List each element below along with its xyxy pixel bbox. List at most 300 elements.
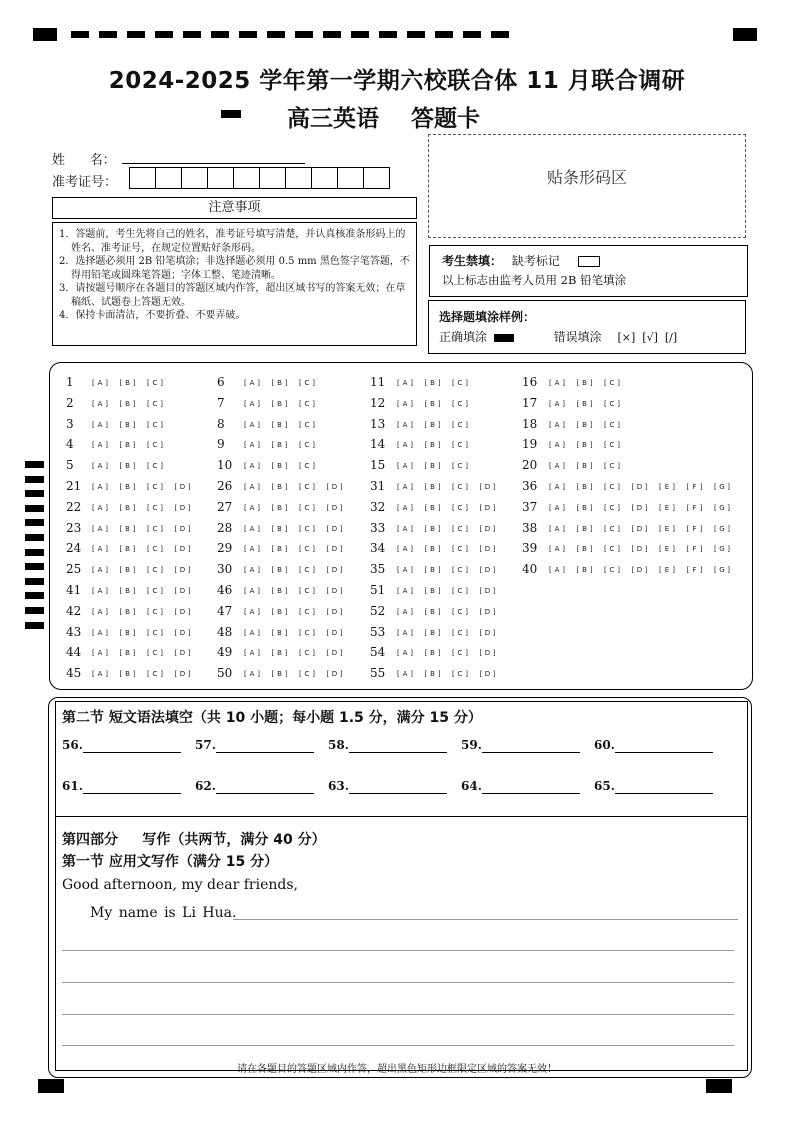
answer-bubble-d[interactable]: [ D ] (481, 586, 495, 596)
question-number: 31 (370, 479, 386, 493)
answer-bubble-d[interactable]: [ D ] (633, 544, 647, 554)
answer-bubble-a[interactable]: [ A ] (398, 628, 412, 638)
answer-bubble-a[interactable]: [ A ] (550, 524, 564, 534)
question-number: 45 (66, 666, 82, 681)
answer-bubble-c[interactable]: [ C ] (605, 544, 619, 554)
answer-bubble-a[interactable]: [ A ] (93, 440, 107, 450)
answer-bubble-b[interactable]: [ B ] (426, 399, 440, 409)
answer-bubble-d[interactable]: [ D ] (481, 628, 495, 638)
answer-bubble-b[interactable]: [ B ] (426, 565, 440, 575)
barcode-area[interactable]: 贴条形码区 (428, 134, 746, 238)
answer-bubble-d[interactable]: [ D ] (176, 503, 190, 513)
answer-bubble-d[interactable]: [ D ] (328, 565, 342, 575)
answer-bubble-b[interactable]: [ B ] (121, 586, 135, 596)
answer-bubble-a[interactable]: [ A ] (93, 586, 107, 596)
answer-bubble-b[interactable]: [ B ] (426, 524, 440, 534)
answer-bubble-c[interactable]: [ C ] (300, 482, 314, 492)
answer-bubble-c[interactable]: [ C ] (453, 565, 467, 575)
answer-bubble-b[interactable]: [ B ] (578, 420, 592, 430)
answer-bubble-b[interactable]: [ B ] (273, 482, 287, 492)
answer-bubble-b[interactable]: [ B ] (273, 524, 287, 534)
corner-mark-bottom-left (38, 1079, 64, 1093)
answer-bubble-b[interactable]: [ B ] (273, 440, 287, 450)
blank-answer-line[interactable] (482, 793, 580, 794)
answer-bubble-a[interactable]: [ A ] (93, 628, 107, 638)
answer-bubble-a[interactable]: [ A ] (245, 607, 259, 617)
answer-bubble-a[interactable]: [ A ] (93, 399, 107, 409)
blank-number: 62. (195, 779, 216, 793)
name-input-line[interactable] (122, 163, 305, 164)
answer-bubble-f[interactable]: [ F ] (688, 524, 702, 534)
answer-bubble-a[interactable]: [ A ] (245, 503, 259, 513)
answer-bubble-b[interactable]: [ B ] (578, 503, 592, 513)
timing-mark (25, 549, 44, 556)
writing-line[interactable] (62, 982, 734, 983)
question-number: 23 (66, 520, 82, 535)
answer-bubble-a[interactable]: [ A ] (245, 440, 259, 450)
timing-mark (25, 607, 44, 614)
answer-bubble-a[interactable]: [ A ] (398, 503, 412, 513)
answer-bubble-a[interactable]: [ A ] (398, 482, 412, 492)
timing-mark (407, 31, 425, 38)
answer-bubble-a[interactable]: [ A ] (93, 524, 107, 534)
answer-bubble-c[interactable]: [ C ] (148, 461, 162, 471)
answer-bubble-d[interactable]: [ D ] (481, 669, 495, 679)
answer-bubble-c[interactable]: [ C ] (605, 440, 619, 450)
answer-bubble-b[interactable]: [ B ] (426, 628, 440, 638)
answer-bubble-e[interactable]: [ E ] (660, 482, 674, 492)
question-number: 38 (522, 520, 538, 535)
question-number: 44 (66, 645, 82, 660)
answer-bubble-c[interactable]: [ C ] (453, 482, 467, 492)
answer-bubble-a[interactable]: [ A ] (398, 607, 412, 617)
absent-note: 以上标志由监考人员用 2B 铅笔填涂 (442, 273, 627, 287)
answer-bubble-c[interactable]: [ C ] (453, 399, 467, 409)
answer-bubble-g[interactable]: [ G ] (715, 524, 729, 534)
blank-number: 58. (328, 738, 349, 752)
question-number: 17 (522, 395, 538, 410)
answer-bubble-d[interactable]: [ D ] (176, 669, 190, 679)
title-mark (221, 110, 241, 118)
answer-bubble-e[interactable]: [ E ] (660, 565, 674, 575)
answer-bubble-c[interactable]: [ C ] (148, 503, 162, 513)
answer-bubble-c[interactable]: [ C ] (453, 378, 467, 388)
writing-line[interactable] (233, 919, 738, 920)
question-number: 3 (66, 416, 74, 431)
blank-number: 64. (461, 779, 482, 793)
answer-bubble-c[interactable]: [ C ] (453, 586, 467, 596)
answer-bubble-a[interactable]: [ A ] (398, 399, 412, 409)
question-number: 7 (217, 395, 225, 410)
answer-bubble-g[interactable]: [ G ] (715, 482, 729, 492)
answer-bubble-a[interactable]: [ A ] (550, 482, 564, 492)
answer-bubble-a[interactable]: [ A ] (398, 524, 412, 534)
answer-bubble-d[interactable]: [ D ] (328, 503, 342, 513)
answer-bubble-d[interactable]: [ D ] (633, 503, 647, 513)
answer-bubble-b[interactable]: [ B ] (121, 628, 135, 638)
blank-answer-line[interactable] (349, 793, 447, 794)
answer-bubble-a[interactable]: [ A ] (245, 399, 259, 409)
answer-bubble-c[interactable]: [ C ] (148, 524, 162, 534)
answer-bubble-c[interactable]: [ C ] (148, 378, 162, 388)
blank-answer-line[interactable] (615, 752, 713, 753)
answer-bubble-d[interactable]: [ D ] (328, 544, 342, 554)
answer-bubble-b[interactable]: [ B ] (273, 586, 287, 596)
answer-bubble-b[interactable]: [ B ] (121, 482, 135, 492)
answer-bubble-d[interactable]: [ D ] (176, 628, 190, 638)
question-number: 8 (217, 416, 225, 431)
answer-bubble-b[interactable]: [ B ] (578, 544, 592, 554)
answer-bubble-b[interactable]: [ B ] (426, 648, 440, 658)
letter-greeting: Good afternoon, my dear friends, (62, 877, 298, 893)
question-number: 30 (217, 562, 233, 577)
answer-bubble-a[interactable]: [ A ] (550, 378, 564, 388)
answer-bubble-a[interactable]: [ A ] (398, 461, 412, 471)
answer-bubble-c[interactable]: [ C ] (453, 524, 467, 534)
answer-bubble-b[interactable]: [ B ] (578, 378, 592, 388)
answer-bubble-a[interactable]: [ A ] (550, 399, 564, 409)
writing-line[interactable] (62, 950, 734, 951)
answer-bubble-c[interactable]: [ C ] (148, 565, 162, 575)
answer-bubble-c[interactable]: [ C ] (148, 607, 162, 617)
absent-mark-box[interactable] (578, 256, 600, 267)
timing-mark (99, 31, 117, 38)
answer-bubble-a[interactable]: [ A ] (93, 565, 107, 575)
answer-bubble-a[interactable]: [ A ] (245, 461, 259, 471)
answer-bubble-c[interactable]: [ C ] (453, 648, 467, 658)
answer-bubble-a[interactable]: [ A ] (550, 420, 564, 430)
answer-bubble-b[interactable]: [ B ] (121, 607, 135, 617)
answer-bubble-c[interactable]: [ C ] (300, 544, 314, 554)
answer-bubble-d[interactable]: [ D ] (633, 524, 647, 534)
answer-bubble-d[interactable]: [ D ] (176, 524, 190, 534)
answer-bubble-d[interactable]: [ D ] (481, 482, 495, 492)
answer-bubble-c[interactable]: [ C ] (453, 544, 467, 554)
answer-bubble-d[interactable]: [ D ] (176, 648, 190, 658)
fill-sample-box (428, 300, 746, 354)
answer-bubble-d[interactable]: [ D ] (481, 648, 495, 658)
timing-mark (211, 31, 229, 38)
answer-bubble-d[interactable]: [ D ] (328, 648, 342, 658)
answer-bubble-a[interactable]: [ A ] (245, 420, 259, 430)
answer-bubble-b[interactable]: [ B ] (273, 503, 287, 513)
card-title: 高三英语 答题卡 (287, 106, 481, 132)
answer-bubble-a[interactable]: [ A ] (398, 440, 412, 450)
question-number: 6 (217, 375, 225, 389)
corner-mark-bottom-right (706, 1079, 732, 1093)
question-number: 53 (370, 624, 386, 639)
answer-bubble-c[interactable]: [ C ] (605, 399, 619, 409)
timing-mark (155, 31, 173, 38)
answer-bubble-c[interactable]: [ C ] (148, 648, 162, 658)
answer-bubble-a[interactable]: [ A ] (245, 669, 259, 679)
blank-number: 63. (328, 779, 349, 793)
answer-bubble-b[interactable]: [ B ] (578, 399, 592, 409)
answer-bubble-b[interactable]: [ B ] (426, 503, 440, 513)
answer-bubble-c[interactable]: [ C ] (300, 461, 314, 471)
answer-bubble-c[interactable]: [ C ] (605, 420, 619, 430)
answer-bubble-a[interactable]: [ A ] (93, 503, 107, 513)
question-number: 12 (370, 395, 386, 410)
answer-bubble-d[interactable]: [ D ] (633, 482, 647, 492)
answer-bubble-c[interactable]: [ C ] (453, 440, 467, 450)
answer-bubble-c[interactable]: [ C ] (300, 420, 314, 430)
answer-bubble-b[interactable]: [ B ] (426, 420, 440, 430)
answer-bubble-d[interactable]: [ D ] (176, 544, 190, 554)
writing-line[interactable] (62, 1014, 734, 1015)
answer-bubble-g[interactable]: [ G ] (715, 503, 729, 513)
question-number: 32 (370, 499, 386, 514)
answer-bubble-a[interactable]: [ A ] (245, 628, 259, 638)
answer-bubble-d[interactable]: [ D ] (633, 565, 647, 575)
answer-bubble-b[interactable]: [ B ] (121, 503, 135, 513)
answer-bubble-f[interactable]: [ F ] (688, 565, 702, 575)
question-number: 42 (66, 603, 82, 618)
question-number: 47 (217, 603, 233, 618)
answer-bubble-b[interactable]: [ B ] (426, 461, 440, 471)
answer-bubble-a[interactable]: [ A ] (93, 461, 107, 471)
section-divider (55, 816, 748, 817)
answer-bubble-b[interactable]: [ B ] (121, 399, 135, 409)
answer-bubble-b[interactable]: [ B ] (121, 565, 135, 575)
answer-bubble-a[interactable]: [ A ] (93, 482, 107, 492)
answer-bubble-c[interactable]: [ C ] (605, 565, 619, 575)
writing-line[interactable] (62, 1045, 734, 1046)
answer-bubble-c[interactable]: [ C ] (148, 420, 162, 430)
question-number: 40 (522, 562, 538, 577)
answer-bubble-b[interactable]: [ B ] (273, 420, 287, 430)
answer-bubble-b[interactable]: [ B ] (121, 440, 135, 450)
answer-bubble-a[interactable]: [ A ] (398, 669, 412, 679)
answer-bubble-b[interactable]: [ B ] (426, 440, 440, 450)
answer-bubble-g[interactable]: [ G ] (715, 544, 729, 554)
answer-bubble-g[interactable]: [ G ] (715, 565, 729, 575)
answer-bubble-c[interactable]: [ C ] (453, 628, 467, 638)
answer-bubble-c[interactable]: [ C ] (300, 378, 314, 388)
answer-bubble-a[interactable]: [ A ] (245, 586, 259, 596)
answer-bubble-b[interactable]: [ B ] (578, 565, 592, 575)
blank-answer-line[interactable] (83, 752, 181, 753)
timing-mark (491, 31, 509, 38)
timing-mark (25, 461, 44, 468)
blank-answer-line[interactable] (216, 793, 314, 794)
answer-bubble-b[interactable]: [ B ] (273, 461, 287, 471)
answer-bubble-c[interactable]: [ C ] (300, 586, 314, 596)
answer-bubble-b[interactable]: [ B ] (273, 378, 287, 388)
answer-bubble-c[interactable]: [ C ] (300, 524, 314, 534)
footer-note: 请在各题目的答题区域内作答，超出黑色矩形边框限定区域的答案无效！ (237, 1064, 557, 1075)
answer-bubble-d[interactable]: [ D ] (328, 524, 342, 534)
answer-bubble-b[interactable]: [ B ] (578, 440, 592, 450)
blank-answer-line[interactable] (216, 752, 314, 753)
answer-bubble-a[interactable]: [ A ] (398, 378, 412, 388)
answer-bubble-b[interactable]: [ B ] (426, 482, 440, 492)
timing-mark (25, 592, 44, 599)
answer-bubble-d[interactable]: [ D ] (328, 607, 342, 617)
answer-bubble-c[interactable]: [ C ] (300, 565, 314, 575)
answer-bubble-b[interactable]: [ B ] (426, 669, 440, 679)
question-number: 21 (66, 479, 82, 493)
answer-bubble-a[interactable]: [ A ] (93, 607, 107, 617)
answer-bubble-b[interactable]: [ B ] (578, 524, 592, 534)
answer-bubble-b[interactable]: [ B ] (121, 669, 135, 679)
answer-bubble-a[interactable]: [ A ] (398, 648, 412, 658)
answer-bubble-a[interactable]: [ A ] (93, 544, 107, 554)
question-number: 26 (217, 479, 233, 493)
answer-bubble-f[interactable]: [ F ] (688, 482, 702, 492)
answer-bubble-c[interactable]: [ C ] (300, 607, 314, 617)
answer-bubble-d[interactable]: [ D ] (328, 669, 342, 679)
answer-bubble-b[interactable]: [ B ] (578, 482, 592, 492)
answer-bubble-b[interactable]: [ B ] (121, 524, 135, 534)
question-number: 15 (370, 458, 386, 473)
answer-bubble-b[interactable]: [ B ] (273, 607, 287, 617)
answer-bubble-b[interactable]: [ B ] (121, 461, 135, 471)
exam-id-boxes[interactable] (129, 167, 390, 189)
answer-bubble-b[interactable]: [ B ] (273, 399, 287, 409)
answer-bubble-a[interactable]: [ A ] (398, 420, 412, 430)
answer-bubble-a[interactable]: [ A ] (550, 461, 564, 471)
timing-mark (25, 534, 44, 541)
answer-bubble-d[interactable]: [ D ] (328, 482, 342, 492)
answer-bubble-b[interactable]: [ B ] (121, 378, 135, 388)
answer-bubble-c[interactable]: [ C ] (148, 669, 162, 679)
answer-bubble-e[interactable]: [ E ] (660, 544, 674, 554)
answer-bubble-c[interactable]: [ C ] (300, 648, 314, 658)
answer-bubble-a[interactable]: [ A ] (245, 544, 259, 554)
answer-bubble-c[interactable]: [ C ] (605, 524, 619, 534)
answer-bubble-b[interactable]: [ B ] (426, 586, 440, 596)
answer-bubble-c[interactable]: [ C ] (148, 440, 162, 450)
answer-bubble-d[interactable]: [ D ] (481, 607, 495, 617)
timing-mark (351, 31, 369, 38)
timing-mark (295, 31, 313, 38)
answer-bubble-c[interactable]: [ C ] (300, 399, 314, 409)
answer-bubble-d[interactable]: [ D ] (176, 482, 190, 492)
answer-bubble-b[interactable]: [ B ] (273, 544, 287, 554)
answer-bubble-a[interactable]: [ A ] (550, 544, 564, 554)
answer-bubble-b[interactable]: [ B ] (121, 420, 135, 430)
notice-item: 3．请按题号顺序在各题目的答题区域内作答，超出区域书写的答案无效；在草稿纸、试题卷上答题无效。 (59, 283, 406, 308)
question-number: 25 (66, 562, 82, 577)
answer-bubble-c[interactable]: [ C ] (148, 586, 162, 596)
answer-bubble-c[interactable]: [ C ] (300, 628, 314, 638)
answer-bubble-b[interactable]: [ B ] (273, 628, 287, 638)
answer-bubble-d[interactable]: [ D ] (176, 607, 190, 617)
blank-answer-line[interactable] (83, 793, 181, 794)
answer-bubble-b[interactable]: [ B ] (273, 565, 287, 575)
answer-bubble-c[interactable]: [ C ] (453, 503, 467, 513)
answer-bubble-a[interactable]: [ A ] (245, 482, 259, 492)
answer-bubble-b[interactable]: [ B ] (273, 648, 287, 658)
timing-mark (267, 31, 285, 38)
notice-item: 4．保持卡面清洁，不要折叠、不要弄破。 (59, 310, 246, 321)
blank-answer-line[interactable] (349, 752, 447, 753)
answer-bubble-d[interactable]: [ D ] (176, 565, 190, 575)
answer-bubble-b[interactable]: [ B ] (121, 544, 135, 554)
answer-bubble-a[interactable]: [ A ] (550, 565, 564, 575)
answer-bubble-d[interactable]: [ D ] (176, 586, 190, 596)
answer-bubble-c[interactable]: [ C ] (148, 628, 162, 638)
question-number: 48 (217, 624, 233, 639)
answer-bubble-b[interactable]: [ B ] (273, 669, 287, 679)
question-number: 11 (370, 375, 386, 389)
question-number: 27 (217, 499, 233, 514)
answer-bubble-a[interactable]: [ A ] (398, 565, 412, 575)
notice-heading: 注意事项 (52, 197, 417, 219)
answer-bubble-c[interactable]: [ C ] (148, 544, 162, 554)
answer-bubble-a[interactable]: [ A ] (93, 420, 107, 430)
answer-bubble-c[interactable]: [ C ] (605, 461, 619, 471)
answer-bubble-a[interactable]: [ A ] (398, 544, 412, 554)
blank-number: 61. (62, 779, 83, 793)
answer-bubble-d[interactable]: [ D ] (328, 628, 342, 638)
answer-bubble-b[interactable]: [ B ] (578, 461, 592, 471)
answer-bubble-b[interactable]: [ B ] (121, 648, 135, 658)
blank-answer-line[interactable] (615, 793, 713, 794)
answer-bubble-b[interactable]: [ B ] (426, 607, 440, 617)
timing-mark (25, 476, 44, 483)
name-label: 姓 名： (52, 153, 116, 168)
answer-bubble-a[interactable]: [ A ] (398, 586, 412, 596)
wrong-fill-label: 错误填涂 (553, 330, 602, 344)
answer-bubble-b[interactable]: [ B ] (426, 544, 440, 554)
answer-bubble-a[interactable]: [ A ] (93, 648, 107, 658)
question-number: 29 (217, 541, 233, 556)
answer-bubble-f[interactable]: [ F ] (688, 503, 702, 513)
answer-bubble-a[interactable]: [ A ] (550, 503, 564, 513)
answer-bubble-d[interactable]: [ D ] (481, 565, 495, 575)
answer-bubble-c[interactable]: [ C ] (300, 503, 314, 513)
answer-bubble-c[interactable]: [ C ] (605, 503, 619, 513)
answer-bubble-c[interactable]: [ C ] (453, 669, 467, 679)
answer-bubble-d[interactable]: [ D ] (328, 586, 342, 596)
answer-bubble-c[interactable]: [ C ] (148, 482, 162, 492)
question-number: 33 (370, 520, 386, 535)
answer-bubble-a[interactable]: [ A ] (550, 440, 564, 450)
answer-bubble-a[interactable]: [ A ] (93, 669, 107, 679)
correct-fill-mark (494, 334, 514, 342)
answer-bubble-e[interactable]: [ E ] (660, 524, 674, 534)
timing-mark (463, 31, 481, 38)
answer-bubble-a[interactable]: [ A ] (93, 378, 107, 388)
timing-mark (25, 578, 44, 585)
answer-bubble-d[interactable]: [ D ] (481, 544, 495, 554)
answer-bubble-c[interactable]: [ C ] (605, 378, 619, 388)
answer-bubble-c[interactable]: [ C ] (148, 399, 162, 409)
answer-bubble-d[interactable]: [ D ] (481, 503, 495, 513)
question-number: 46 (217, 583, 233, 597)
answer-bubble-c[interactable]: [ C ] (453, 420, 467, 430)
answer-bubble-c[interactable]: [ C ] (453, 607, 467, 617)
answer-bubble-c[interactable]: [ C ] (453, 461, 467, 471)
answer-bubble-c[interactable]: [ C ] (300, 669, 314, 679)
answer-bubble-d[interactable]: [ D ] (481, 524, 495, 534)
answer-bubble-c[interactable]: [ C ] (605, 482, 619, 492)
answer-bubble-e[interactable]: [ E ] (660, 503, 674, 513)
answer-bubble-f[interactable]: [ F ] (688, 544, 702, 554)
answer-bubble-c[interactable]: [ C ] (300, 440, 314, 450)
answer-bubble-a[interactable]: [ A ] (245, 648, 259, 658)
answer-bubble-a[interactable]: [ A ] (245, 378, 259, 388)
answer-bubble-a[interactable]: [ A ] (245, 565, 259, 575)
answer-bubble-a[interactable]: [ A ] (245, 524, 259, 534)
answer-bubble-b[interactable]: [ B ] (426, 378, 440, 388)
section2-title: 第二节 短文语法填空（共 10 小题；每小题 1.5 分，满分 15 分） (62, 710, 482, 726)
blank-answer-line[interactable] (482, 752, 580, 753)
timing-mark (435, 31, 453, 38)
section4-title: 第四部分 写作（共两节，满分 40 分） (62, 832, 326, 848)
